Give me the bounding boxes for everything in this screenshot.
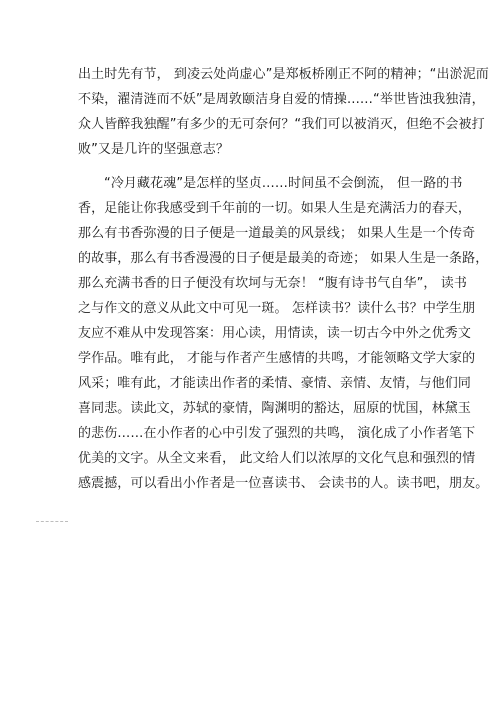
paragraph-1-line-3: 众人皆醉我独醒”有多少的无可奈何？“我们可以被消灭，但绝不会被打	[78, 117, 485, 132]
paragraph-1-line-4: 败”又是几许的坚强意志？	[78, 142, 229, 157]
paragraph-1-line-2: 不染，濯清涟而不妖”是周敦颐洁身自爱的情操……“举世皆浊我独清，	[78, 92, 485, 107]
paragraph-2-line-12: 优美的文字。从全文来看， 此文给人们以浓厚的文化气息和强烈的情	[78, 451, 476, 466]
paragraph-2-line-11: 的悲伤……在小作者的心中引发了强烈的共鸣， 演化成了小作者笔下	[78, 426, 476, 441]
paragraph-2-line-10: 喜同悲。读此文，苏轼的豪情，陶渊明的豁达，屈原的忧国，林黛玉	[78, 401, 472, 416]
paragraph-2-line-8: 学作品。唯有此， 才能与作者产生感情的共鸣，才能领略文学大家的	[78, 351, 476, 366]
paragraph-2-line-7: 友应不难从中发现答案：用心读，用情读，读一切古今中外之优秀文	[78, 326, 472, 341]
paragraph-2-line-3: 那么有书香弥漫的日子便是一道最美的风景线； 如果人生是一个传奇	[78, 226, 476, 241]
paragraph-2-line-2: 香，足能让你我感受到千年前的一切。如果人生是充满活力的春天，	[78, 201, 472, 216]
paragraph-2-line-4: 的故事，那么有书香漫漫的日子便是最美的奇迹； 如果人生是一条路，	[78, 251, 489, 266]
paragraph-2-line-1: “冷月藏花魂”是怎样的坚贞……时间虽不会倒流， 但一路的书	[104, 176, 463, 191]
paragraph-2-line-13: 感震撼，可以看出小作者是一位喜读书、 会读书的人。读书吧，朋友。	[78, 476, 489, 491]
paragraph-2-line-9: 风采；唯有此，才能读出作者的柔情、豪情、亲情、友情，与他们同	[78, 376, 472, 391]
paragraph-2-line-6: 之与作文的意义从此文中可见一斑。 怎样读书？读什么书？中学生朋	[78, 301, 476, 316]
paragraph-1-line-1: 出土时先有节， 到凌云处尚虚心”是郑板桥刚正不阿的精神；“出淤泥而	[78, 67, 489, 82]
essay-text	[78, 62, 489, 496]
faint-dashed-mark	[36, 521, 68, 523]
paragraph-2-line-5: 那么充满书香的日子便没有坎坷与无奈！ “腹有诗书气自华”， 读书	[78, 276, 467, 291]
paragraph-spacing	[78, 162, 428, 171]
